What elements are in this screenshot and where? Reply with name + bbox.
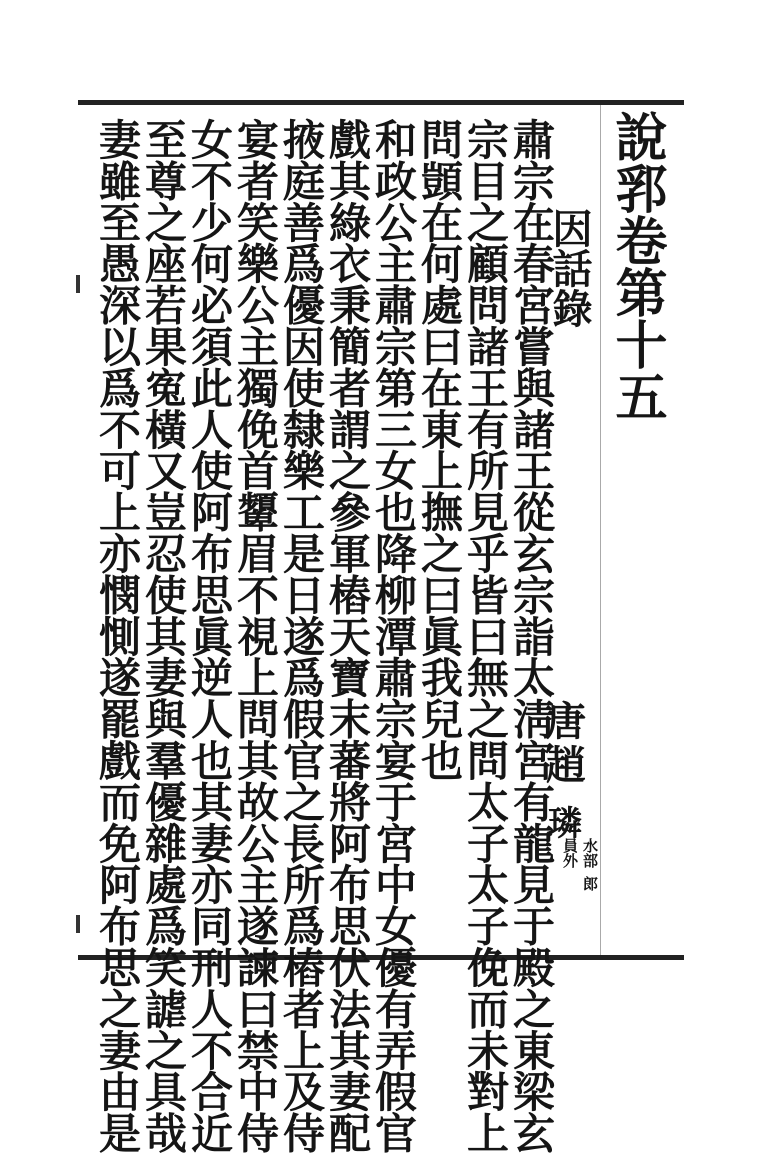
text-column-1: 肅宗在春宮嘗與諸王從玄宗詣太淸宮有龍見于殿之東梁玄 <box>507 118 556 1153</box>
text-column-5: 戲其綠衣秉簡者謂之參軍樁天寶末蕃將阿布思伏法其妻配 <box>323 118 372 1153</box>
text-column-3: 問顗在何處曰在東上撫之曰眞我兒也 <box>415 118 464 781</box>
text-column-6: 掖庭善爲優因使隸樂工是日遂爲假官之長所爲樁者上及侍 <box>277 118 326 1153</box>
margin-mark <box>76 275 80 293</box>
author-office-part-2: 員外 <box>561 838 579 868</box>
page-title: 說郛卷第十五 <box>606 110 667 422</box>
margin-mark <box>76 915 80 933</box>
author-office-part-3: 郎 <box>581 876 599 891</box>
author-office-part-1: 水部 <box>581 838 599 868</box>
text-column-10: 妻雖至愚深以爲不可上亦憫惻遂罷戲而免阿布思之妻由是 <box>93 118 142 1153</box>
text-column-2: 宗目之顧問諸王有所見乎皆曰無之問太子太子俛而未對上 <box>461 118 510 1153</box>
text-column-9: 至尊之座若果寃橫又豈忍使其妻與羣優雜處爲笑謔之具哉 <box>139 118 188 1153</box>
section-title: 因話錄 <box>546 208 593 328</box>
text-column-4: 和政公主肅宗第三女也降柳潭肅宗宴于宮中女優有弄假官 <box>369 118 418 1153</box>
title-divider <box>600 105 601 955</box>
author-dynasty: 唐 <box>546 698 586 745</box>
text-column-7: 宴者笑樂公主獨俛首顰眉不視上問其故公主遂諫曰禁中侍 <box>231 118 280 1153</box>
text-column-8: 女不少何必須此人使阿布思眞逆人也其妻亦同刑人不合近 <box>185 118 234 1153</box>
author-name-surname: 趙 <box>546 742 586 789</box>
author-name-given: 璘 <box>548 804 582 844</box>
